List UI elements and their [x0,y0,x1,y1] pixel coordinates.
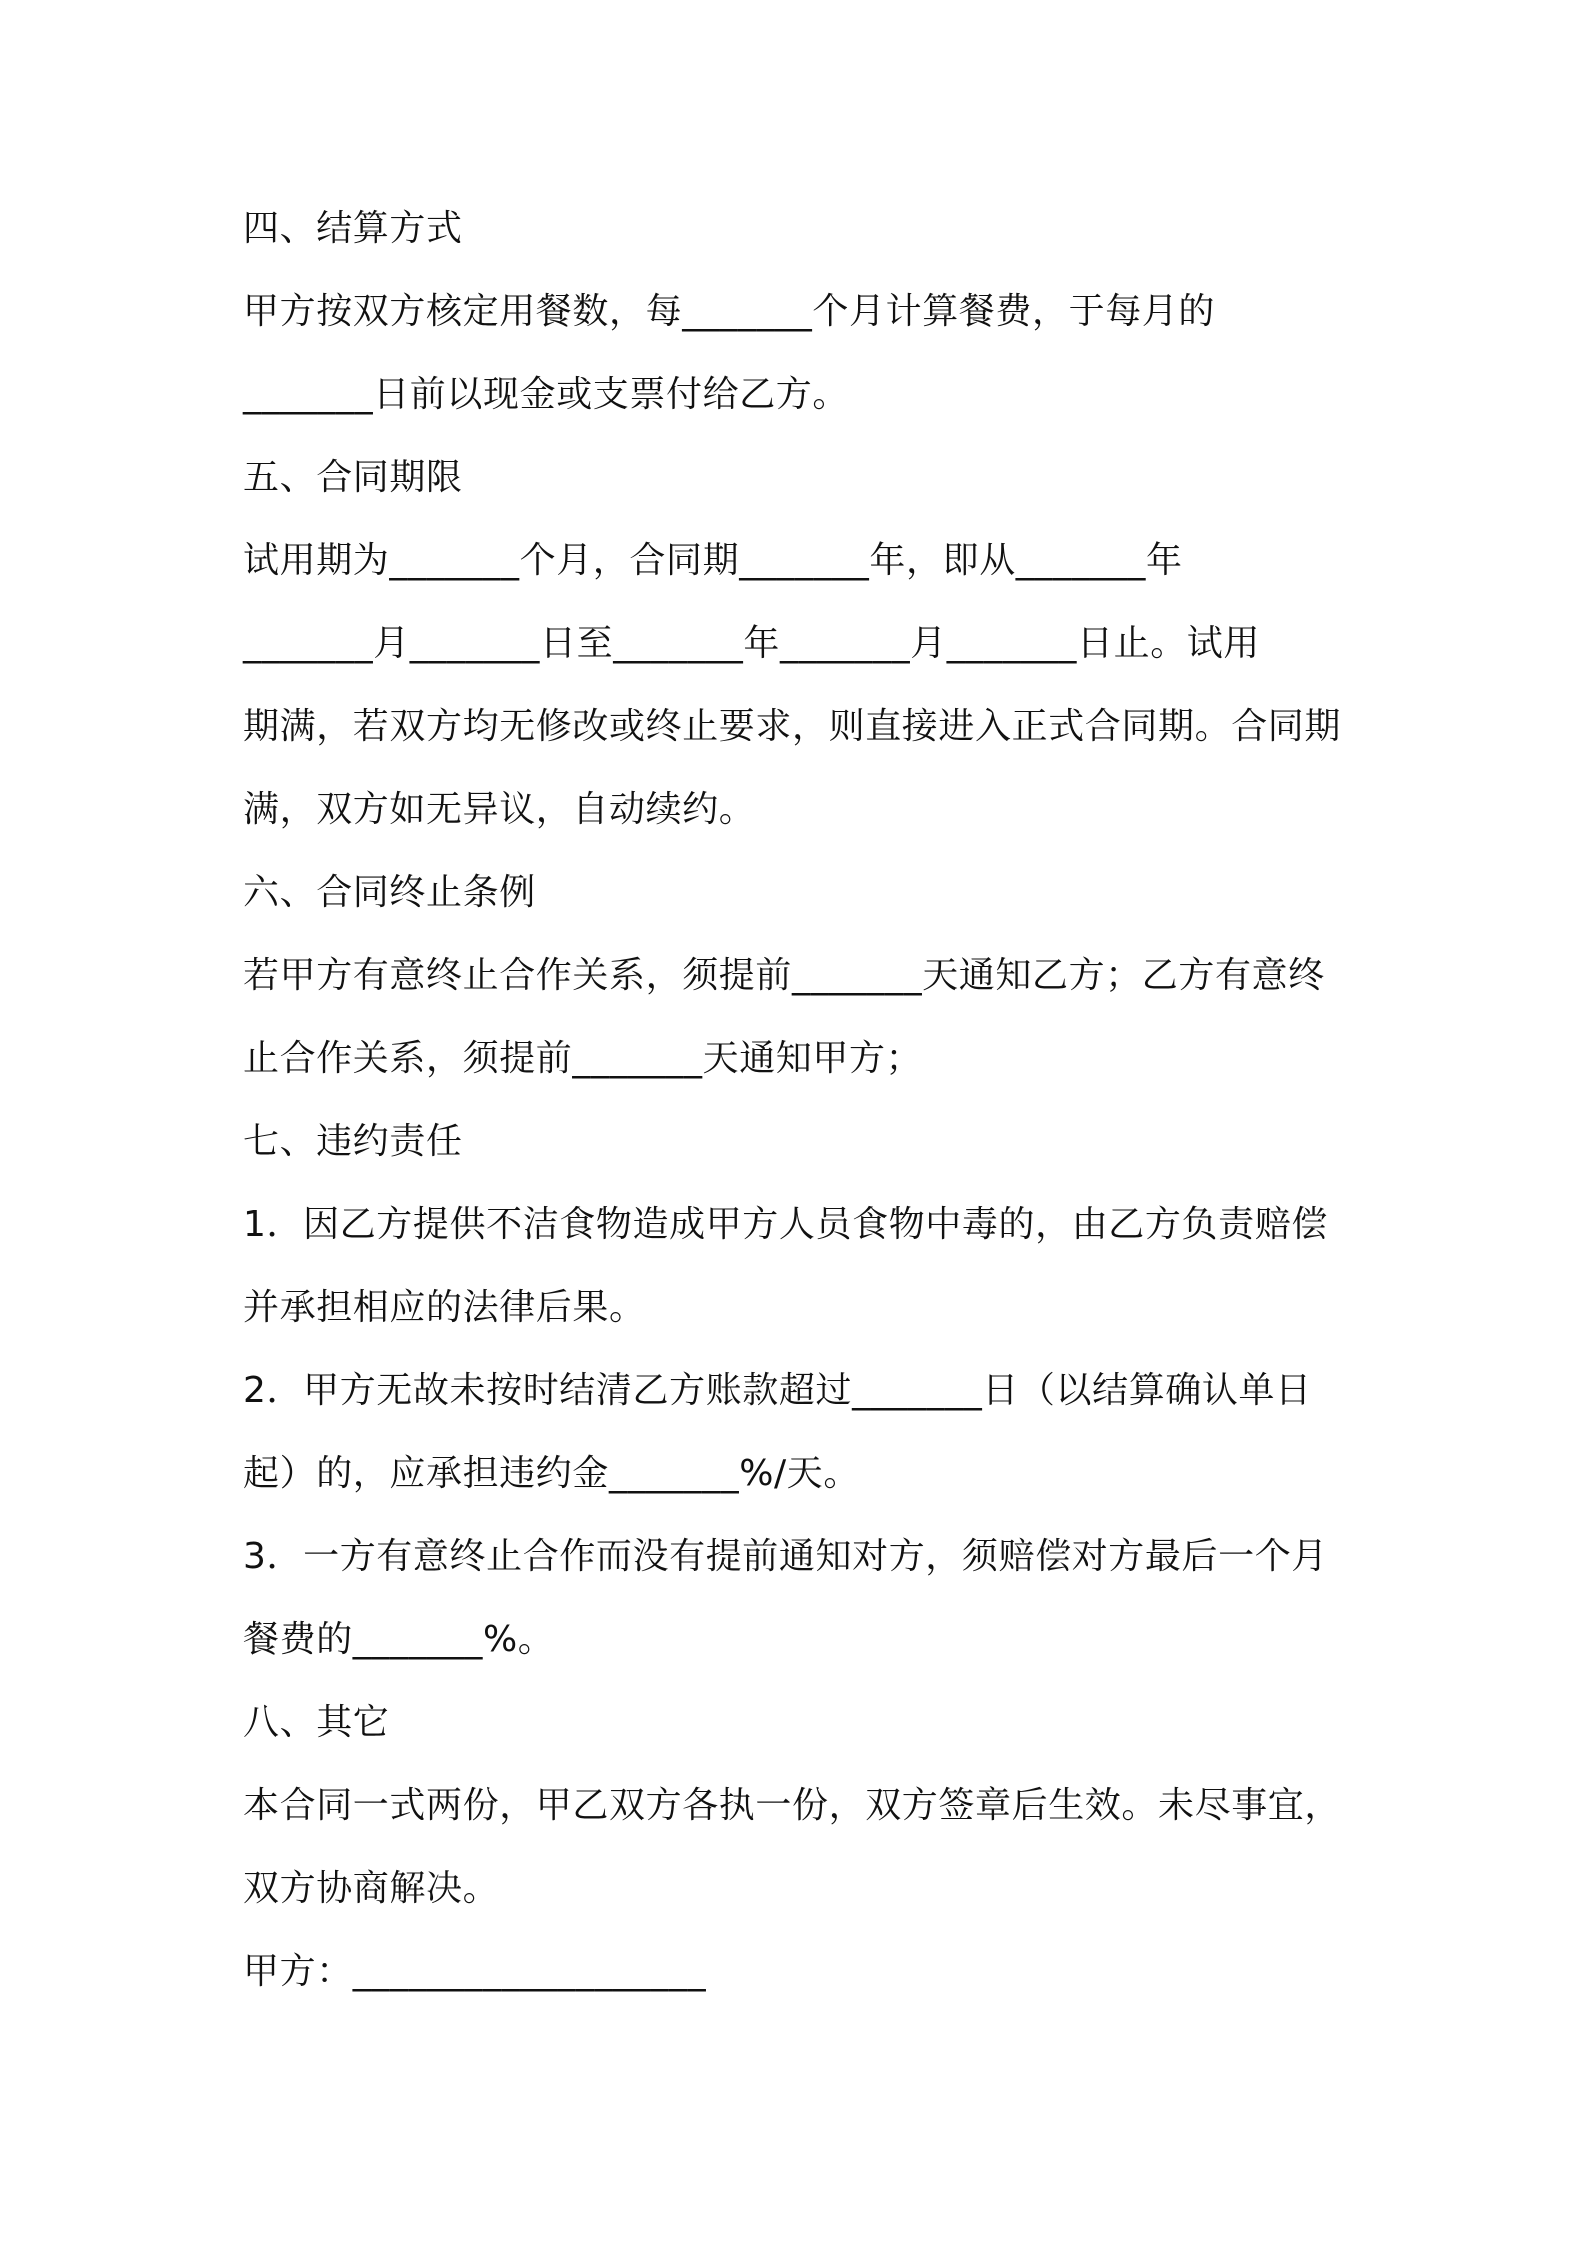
paragraph-line: 1．因乙方提供不洁食物造成甲方人员食物中毒的，由乙方负责赔偿 [243,1204,1328,1245]
section-heading-liability: 七、违约责任 [243,1121,463,1162]
paragraph-line: _______日前以现金或支票付给乙方。 [243,374,849,415]
paragraph-line: 双方协商解决。 [243,1868,500,1909]
section-heading-contract-term: 五、合同期限 [243,457,463,498]
paragraph-line: 止合作关系，须提前_______天通知甲方； [243,1038,923,1079]
paragraph-line: 试用期为_______个月，合同期_______年，即从_______年 [243,540,1183,581]
party-a-signature-line: 甲方：___________________ [243,1951,707,1992]
paragraph-line: 餐费的_______%。 [243,1619,555,1660]
paragraph-line: 本合同一式两份，甲乙双方各执一份，双方签章后生效。未尽事宜， [243,1785,1342,1826]
section-heading-settlement: 四、结算方式 [243,208,463,249]
paragraph-line: 并承担相应的法律后果。 [243,1287,646,1328]
paragraph-line: 2．甲方无故未按时结清乙方账款超过_______日（以结算确认单日 [243,1370,1312,1411]
paragraph-line: 甲方按双方核定用餐数，每_______个月计算餐费，于每月的 [243,291,1216,332]
paragraph-line: 若甲方有意终止合作关系，须提前_______天通知乙方；乙方有意终 [243,955,1325,996]
paragraph-line: 3．一方有意终止合作而没有提前通知对方，须赔偿对方最后一个月 [243,1536,1328,1577]
paragraph-line: 起）的，应承担违约金_______%/天。 [243,1453,860,1494]
section-heading-termination: 六、合同终止条例 [243,872,536,913]
paragraph-line: _______月_______日至_______年_______月_______日止。试用 [243,623,1260,664]
paragraph-line: 期满，若双方均无修改或终止要求，则直接进入正式合同期。合同期 [243,706,1342,747]
section-heading-other: 八、其它 [243,1702,390,1743]
paragraph-line: 满，双方如无异议，自动续约。 [243,789,756,830]
